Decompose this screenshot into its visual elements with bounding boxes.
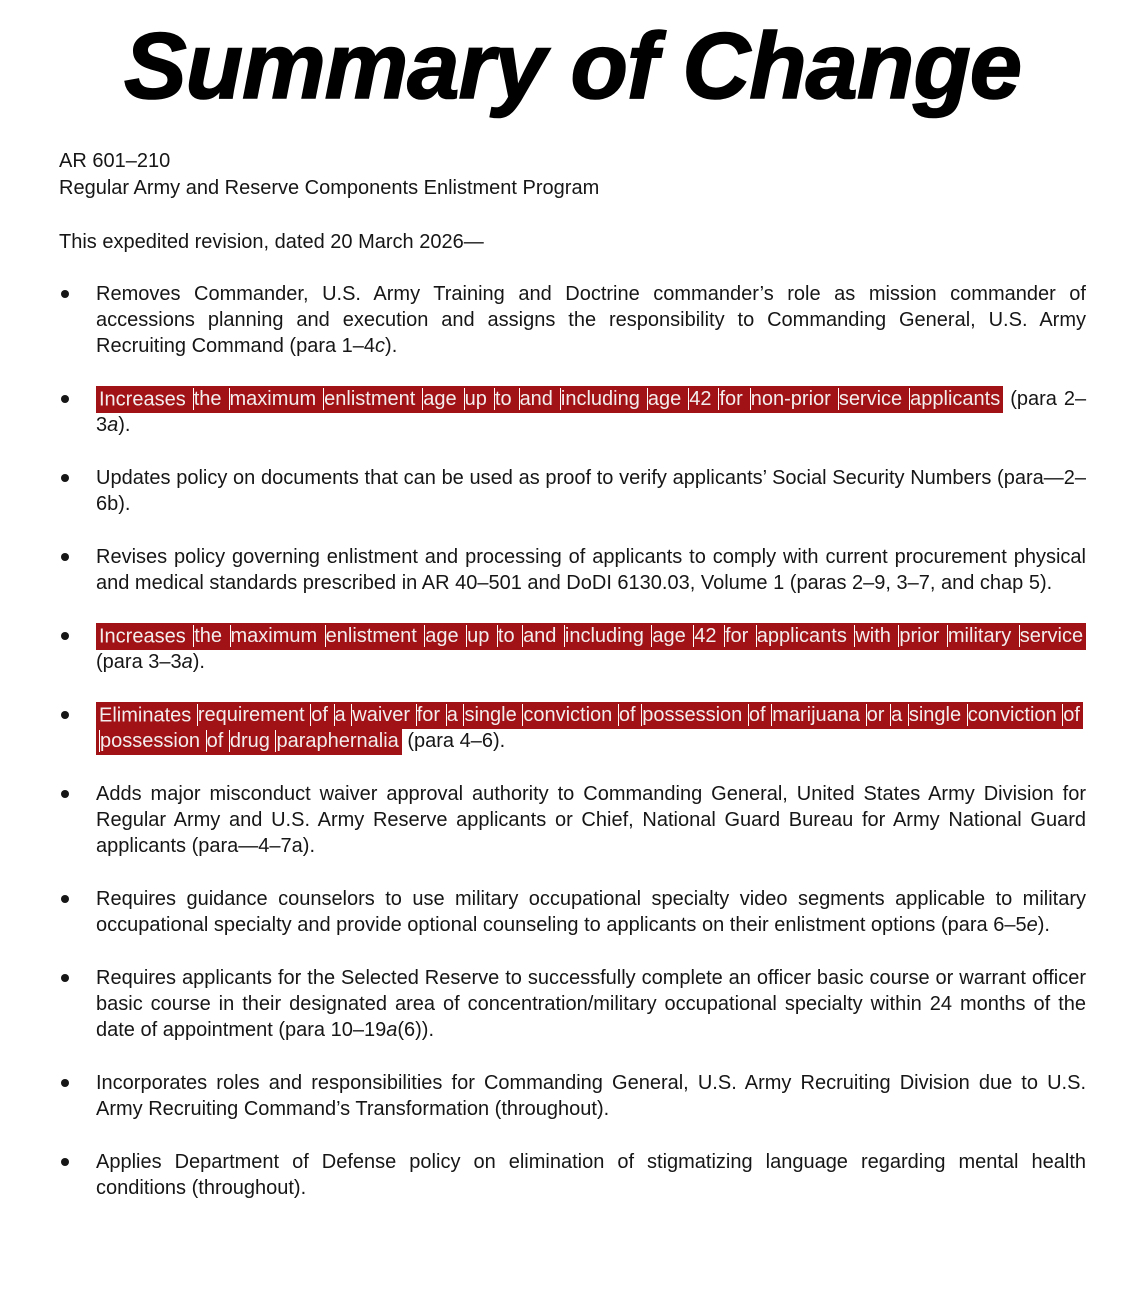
change-bullet (59, 781, 1086, 859)
highlight-word: for (724, 625, 749, 647)
highlight-word: prior (899, 625, 940, 647)
highlight-word: of (206, 730, 224, 752)
highlight-word: single (908, 704, 962, 726)
highlight-word: drug (229, 730, 270, 752)
bullet-text: (para 4–6). (401, 730, 506, 752)
highlight-word: 42 (689, 388, 712, 410)
bullet-text: Updates policy on documents that can be used as proof to verify applicants’ Social Security Numbers (para—2–6b). (96, 467, 1086, 515)
highlight-word: for (719, 388, 743, 410)
change-bullet (59, 886, 1086, 938)
highlight-word: Increases (99, 388, 186, 410)
doc-number: AR 601–210 (59, 150, 171, 172)
highlight-word: maximum (230, 625, 318, 647)
bullet-text: Revises policy governing enlistment and processing of applicants to comply with current procurement physical and medical standards prescribed in AR 40–501 and DoDI 6130.03, Volume 1 (paras 2–9, 3–7, and chap 5). (96, 546, 1086, 594)
highlight-word: maximum (229, 388, 317, 410)
highlight-word: age (647, 388, 682, 410)
highlight-word: and (519, 388, 553, 410)
highlighted-text (96, 702, 1083, 755)
bullet-text: Requires guidance counselors to use military occupational specialty video segments applicable to military occupational specialty and provide optional counseling to applicants on their enlistment options (para 6–5 (96, 888, 1086, 936)
highlight-word: age (425, 625, 459, 647)
highlight-word: including (560, 388, 640, 410)
highlight-word: applicants (910, 388, 1001, 410)
bullet-text: (para 2–3 (96, 388, 1087, 436)
highlight-word: requirement (197, 704, 305, 726)
page-title: Summary of Change (123, 13, 1022, 118)
bullet-text: Applies Department of Defense policy on elimination of stigmatizing language regarding mental health conditions (throughout). (96, 1151, 1086, 1199)
bullet-text: Requires applicants for the Selected Reserve to successfully complete an officer basic course or warrant officer basic course in their designated area of concentration/military occupational specialty within 24 months of the date of appointment (para 10–19 (96, 967, 1086, 1041)
highlight-word: waiver (352, 704, 411, 726)
bullet-text: ). (192, 651, 205, 673)
change-bullet (59, 465, 1086, 517)
highlight-word: a (891, 704, 903, 726)
highlight-word: up (464, 388, 487, 410)
change-bullet (59, 281, 1086, 359)
document-header (59, 148, 1086, 202)
highlight-word: marijuana (772, 704, 861, 726)
highlight-word: a (334, 704, 346, 726)
bullet-text: ). (1037, 914, 1050, 936)
bullet-text: (6)). (397, 1019, 435, 1041)
change-bullet (59, 623, 1086, 675)
para-ref-italic: e (1026, 914, 1038, 936)
highlight-word: conviction (967, 704, 1057, 726)
highlight-word: to (494, 388, 512, 410)
highlight-word: paraphernalia (276, 730, 399, 752)
highlight-word: service (838, 388, 903, 410)
highlight-word: to (497, 625, 515, 647)
highlight-word: age (652, 625, 686, 647)
document-page (0, 13, 1143, 1296)
para-ref-italic: a (181, 651, 193, 673)
bullet-text: ). (118, 414, 131, 436)
highlight-word: enlistment (324, 388, 416, 410)
highlight-word: of (1063, 704, 1080, 726)
highlight-word: of (311, 704, 328, 726)
highlight-word: and (523, 625, 557, 647)
highlight-word: the (194, 625, 223, 647)
highlight-word: applicants (756, 625, 847, 647)
highlight-word: including (564, 625, 644, 647)
highlight-word: with (855, 625, 891, 647)
change-bullet (59, 965, 1086, 1043)
highlight-word: possession (100, 730, 201, 752)
revision-line: This expedited revision, dated 20 March 2026— (59, 231, 484, 253)
highlight-word: possession (642, 704, 743, 726)
para-ref-italic: c (375, 335, 386, 357)
change-bullet (59, 1149, 1086, 1201)
highlight-word: up (467, 625, 490, 647)
bullet-text: Incorporates roles and responsibilities for Commanding General, U.S. Army Recruiting Division due to U.S. Army Recruiting Command’s Transformation (throughout). (96, 1072, 1086, 1120)
highlight-word: a (446, 704, 458, 726)
highlight-word: or (866, 704, 885, 726)
highlight-word: service (1019, 625, 1084, 647)
highlight-word: Eliminates (99, 704, 192, 726)
change-bullet (59, 386, 1086, 438)
change-bullet (59, 544, 1086, 596)
doc-title: Regular Army and Reserve Components Enlistment Program (59, 177, 600, 199)
highlight-word: conviction (523, 704, 613, 726)
bullet-text: Removes Commander, U.S. Army Training and Doctrine commander’s role as mission commander of accessions planning and execution and assigns the responsibility to Commanding General, U.S. Army Recruiting Command (para 1–4 (96, 283, 1086, 357)
highlight-word: age (423, 388, 457, 410)
bullet-text: Adds major misconduct waiver approval authority to Commanding General, United States Army Division for Regular Army and U.S. Army Reserve applicants or Chief, National Guard Bureau for Army National Guard applicants (para—4–7a). (96, 783, 1086, 857)
highlighted-text (96, 623, 1086, 650)
highlight-word: military (947, 625, 1012, 647)
bullet-text: (para 3–3 (96, 651, 182, 673)
para-ref-italic: a (386, 1019, 398, 1041)
highlight-word: the (193, 388, 222, 410)
highlighted-text (96, 386, 1003, 413)
highlight-word: Increases (99, 625, 186, 647)
highlight-word: enlistment (325, 625, 417, 647)
change-bullet (59, 702, 1086, 754)
bullet-text: ). (385, 335, 398, 357)
highlight-word: of (618, 704, 636, 726)
highlight-word: of (748, 704, 766, 726)
change-bullet (59, 1070, 1086, 1122)
para-ref-italic: a (107, 414, 119, 436)
highlight-word: 42 (694, 625, 717, 647)
highlight-word: non-prior (750, 388, 831, 410)
change-list (59, 281, 1086, 1201)
highlight-word: for (416, 704, 441, 726)
highlight-word: single (464, 704, 517, 726)
